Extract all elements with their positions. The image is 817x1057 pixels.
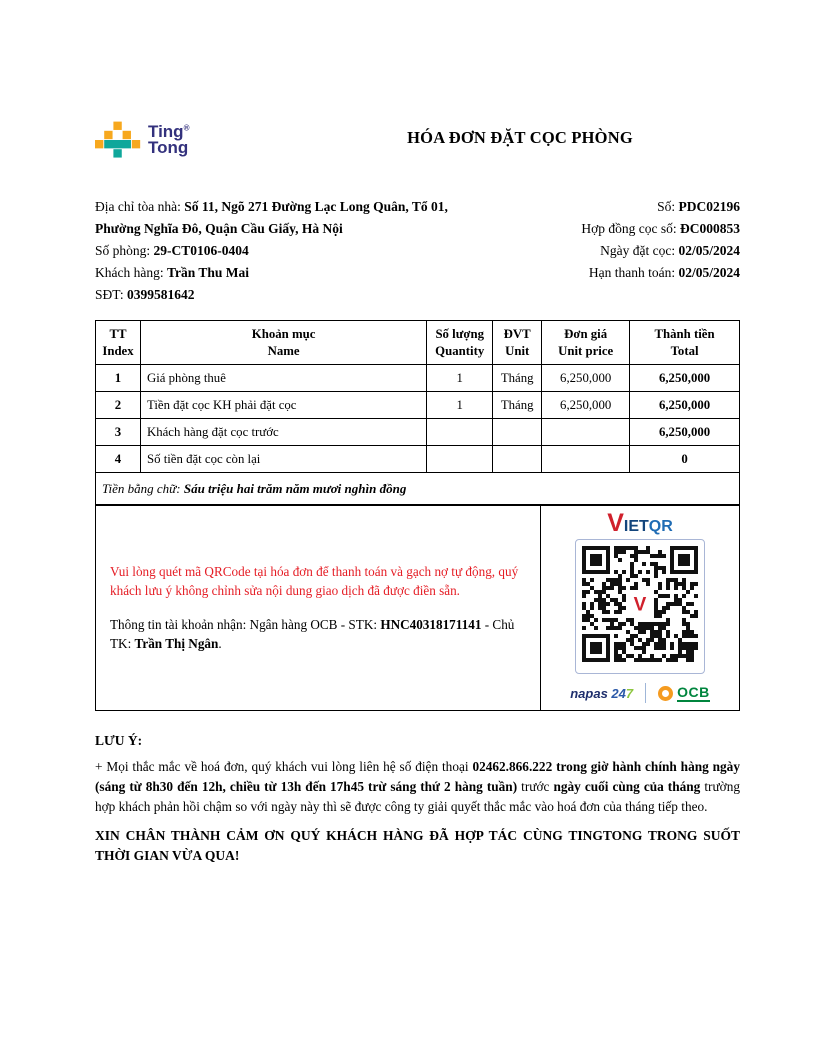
row-index: 4 [96,446,141,473]
row-unit [493,419,542,446]
table-row [96,392,740,419]
header-unit-en: Unit [505,343,530,358]
payment-instructions [96,506,540,710]
vietqr-v: V [607,509,624,538]
row-unit-price [542,419,630,446]
logo-line1: Ting [148,121,184,141]
doc-header [95,118,740,182]
row-quantity [427,419,493,446]
payment-note-red: Vui lòng quét mã QRCode tại hóa đơn để thanh toán và gạch nợ tự động, quý khách lưu ý không chỉnh sửa nội dung giao dịch đã được điền sẵn. [110,564,519,599]
header-unit [493,321,542,365]
contract-number-line [490,218,740,240]
header-index-en: Index [102,343,134,358]
row-total: 0 [630,446,740,473]
ocb-ring-icon [658,686,673,701]
header-unit-price-vi: Đơn giá [564,327,608,341]
napas-logo [570,686,633,701]
invoice-table [95,320,740,505]
qr-code-frame [575,539,705,674]
page-title: HÓA ĐƠN ĐẶT CỌC PHÒNG [407,128,633,147]
payment-brands [570,683,710,703]
amount-in-words-value: Sáu triệu hai trăm năm mươi nghìn đồng [183,480,407,496]
header-unit-price-en: Unit price [558,343,614,358]
vietqr-logo [607,511,673,536]
room-number-line [95,240,490,262]
account-holder-name: Trần Thị Ngân [134,635,219,651]
tingtong-logo-text [148,121,190,157]
invoice-number-line [490,196,740,218]
header-name [140,321,426,365]
payment-box [95,505,740,711]
deposit-date-label: Ngày đặt cọc: [600,243,679,258]
note-seg-plain: trường hợp khách phản hồi chậm so với ngày này thì sẽ được công ty giải quyết thắc mắc vào hoá đơn của tháng tiếp theo. [95,779,741,815]
customer-label: Khách hàng: [95,265,167,280]
account-number: HNC40318171141 [380,616,482,632]
invoice-meta [95,196,740,306]
address-label: Địa chỉ tòa nhà: [95,199,185,214]
building-address-line [95,196,490,240]
note-paragraph [95,757,740,817]
invoice-number-label: Số: [657,199,679,214]
meta-right-column [490,196,740,306]
row-unit: Tháng [493,392,542,419]
account-holder-label: - Chủ TK: [110,616,515,651]
table-header-row [96,321,740,365]
thanks-line: XIN CHÂN THÀNH CẢM ƠN QUÝ KHÁCH HÀNG ĐÃ HỢP TÁC CÙNG TINGTONG TRONG SUỐT THỜI GIAN VỪA QUA! [95,828,740,864]
table-row [96,419,740,446]
tingtong-logo [95,118,189,162]
customer-line [95,262,490,284]
header-total [630,321,740,365]
contract-number-value: ĐC000853 [680,221,740,236]
invoice-number-value: PDC02196 [678,199,740,214]
phone-label: SĐT: [95,287,127,302]
row-name: Giá phòng thuê [140,365,426,392]
note-seg-plain: + Mọi thắc mắc về hoá đơn, quý khách vui lòng liên hệ số điện thoại [95,759,473,775]
row-index: 1 [96,365,141,392]
row-unit: Tháng [493,365,542,392]
address-value: Số 11, Ngõ 271 Đường Lạc Long Quân, Tổ 01, Phường Nghĩa Đô, Quận Cầu Giấy, Hà Nội [95,199,448,236]
ocb-label: OCB [677,683,710,700]
svg-text:V: V [633,594,647,616]
amount-in-words-label: Tiền bằng chữ: [102,480,184,496]
header-index [96,321,141,365]
due-date-line [490,262,740,284]
napas-24: 24 [611,685,626,701]
registered-mark: ® [183,123,190,133]
meta-left-column [95,196,490,306]
row-name: Khách hàng đặt cọc trước [140,419,426,446]
vietqr-iet: IET [623,518,649,536]
brand-divider [645,683,646,703]
row-total: 6,250,000 [630,392,740,419]
napas-brand: napas [570,685,612,701]
room-value: 29-CT0106-0404 [153,243,249,258]
account-label: Thông tin tài khoản nhận: Ngân hàng OCB - STK: [110,616,381,632]
qr-code [581,545,699,663]
row-index: 2 [96,392,141,419]
invoice-content [95,118,740,866]
row-unit [493,446,542,473]
contract-number-label: Hợp đồng cọc số: [581,221,680,236]
logo-line2: Tong [148,138,189,157]
row-quantity [427,446,493,473]
row-name: Tiền đặt cọc KH phải đặt cọc [140,392,426,419]
header-unit-price [542,321,630,365]
amount-in-words-cell [96,473,740,505]
note-seg-bold-deadline: ngày cuối cùng của tháng [553,779,701,795]
amount-in-words-row [96,473,740,505]
row-total: 6,250,000 [630,419,740,446]
table-row [96,446,740,473]
header-quantity-en: Quantity [435,343,485,358]
phone-value: 0399581642 [126,287,195,302]
note-title: LƯU Ý: [95,733,143,749]
table-row [96,365,740,392]
payment-account-line [110,615,526,653]
header-total-vi: Thành tiền [654,327,715,341]
header-quantity [427,321,493,365]
due-date-label: Hạn thanh toán: [588,265,679,280]
header-name-vi: Khoản mục [251,327,316,341]
qr-panel [540,506,739,710]
vietqr-qr: QR [648,518,673,536]
customer-value: Trần Thu Mai [166,265,250,280]
row-quantity: 1 [427,365,493,392]
row-unit-price: 6,250,000 [542,365,630,392]
ocb-logo [658,685,710,702]
row-unit-price [542,446,630,473]
note-seg-bold-phone-hours: 02462.866.222 trong giờ hành chính hàng ngày (sáng từ 8h30 đến 12h, chiều từ 13h đến 17h45 trừ sáng thứ 2 hàng tuần) [95,759,740,795]
deposit-date-line [490,240,740,262]
row-name: Số tiền đặt cọc còn lại [140,446,426,473]
phone-line [95,284,490,306]
row-quantity: 1 [427,392,493,419]
tingtong-logo-icon [95,118,141,162]
room-label: Số phòng: [95,243,154,258]
header-name-en: Name [267,343,300,358]
row-total: 6,250,000 [630,365,740,392]
header-quantity-vi: Số lượng [435,327,484,341]
due-date-value: 02/05/2024 [678,265,740,280]
header-total-en: Total [670,343,699,358]
header-unit-vi: ĐVT [503,327,531,341]
note-seg-plain: trước [517,779,554,795]
deposit-date-value: 02/05/2024 [678,243,740,258]
napas-7: 7 [625,685,634,701]
header-index-vi: TT [109,327,127,341]
row-index: 3 [96,419,141,446]
account-line-period: . [218,635,222,651]
row-unit-price: 6,250,000 [542,392,630,419]
